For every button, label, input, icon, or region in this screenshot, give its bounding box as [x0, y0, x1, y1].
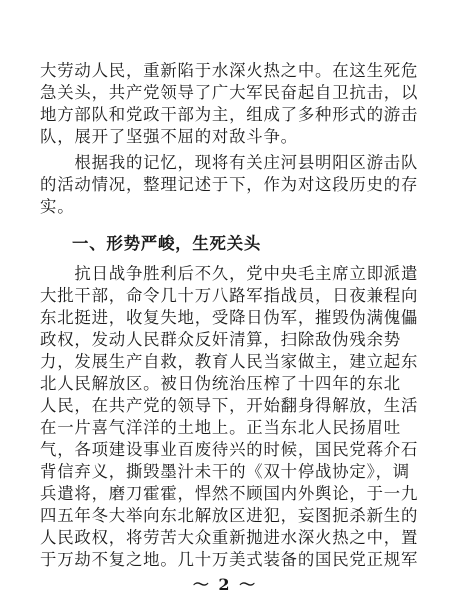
text-line: 的活动情况，整理记述于下，作为对这段历史的存 [40, 175, 419, 194]
text-line: 力，发展生产自救，教育人民当家做主，建立起东 [40, 352, 419, 371]
text-line: 地方部队和党政干部为主，组成了多种形式的游击 [40, 105, 419, 124]
text-line: 东北挺进，收复失地，受降日伪军，摧毁伪满傀儡 [40, 308, 419, 327]
paragraph-intro [40, 152, 420, 218]
text-line: 于万劫不复之地。几十万美式装备的国民党正规军 [40, 550, 419, 569]
section-heading: 一、形势严峻，生死关头 [72, 234, 262, 253]
text-line: 人民，在共产党的领导下，开始翻身得解放，生活 [40, 396, 419, 415]
text-line: 四五年冬大举向东北解放区进犯，妄图扼杀新生的 [40, 506, 419, 525]
text-line: 兵遣将，磨刀霍霍，悍然不顾国内外舆论，于一九 [40, 484, 419, 503]
text-line: 气，各项建设事业百废待兴的时候，国民党蒋介石 [40, 440, 419, 459]
text-line: 大劳动人民，重新陷于水深火热之中。在这生死危 [40, 61, 419, 80]
text-line: 政权，发动人民群众反奸清算，扫除敌伪残余势 [40, 330, 402, 349]
paragraph-section [40, 263, 420, 571]
text-line: 北人民解放区。被日伪统治压榨了十四年的东北 [40, 374, 402, 393]
paragraph-continued [40, 60, 420, 148]
text-line: 实。 [40, 197, 75, 216]
text-line: 人民政权，将劳苦大众重新抛进水深火热之中，置 [40, 528, 419, 547]
text-line: 抗日战争胜利后不久，党中央毛主席立即派遣 [40, 264, 419, 283]
text-line: 急关头，共产党领导了广大军民奋起自卫抗击，以 [40, 83, 419, 102]
text-line: 根据我的记忆，现将有关庄河县明阳区游击队 [40, 153, 419, 172]
text-line: 背信弃义，撕毁墨汁未干的《双十停战协定》，调 [40, 462, 410, 481]
text-line: 大批干部，命令几十万八路军指战员，日夜兼程向 [40, 286, 419, 305]
page-number: ～ 2 ～ [192, 575, 258, 594]
text-line: 队，展开了坚强不屈的对敌斗争。 [40, 127, 298, 146]
text-line: 在一片喜气洋洋的土地上。正当东北人民扬眉吐 [40, 418, 402, 437]
